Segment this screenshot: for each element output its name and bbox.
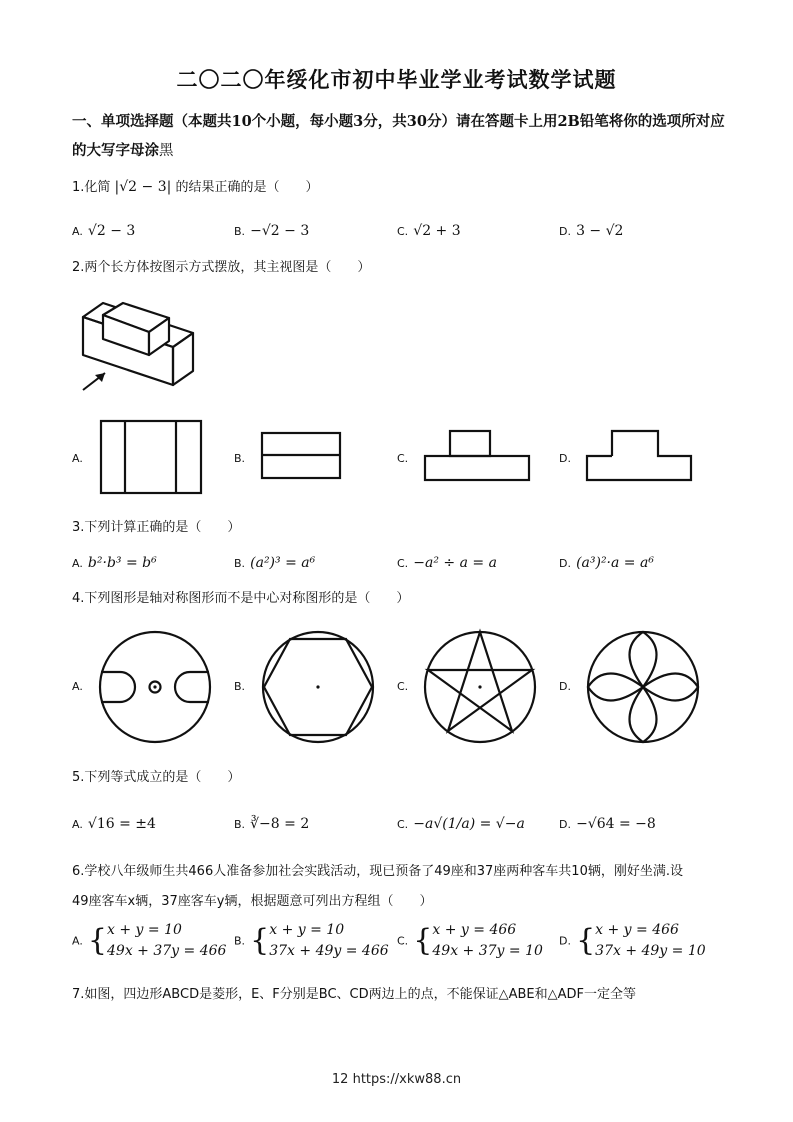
q4-option-a-label[interactable]: A. [72,680,83,693]
question-4-stem: 4.下列图形是轴对称图形而不是中心对称图形的是（ ） [72,591,410,606]
q2-option-d-label[interactable]: D. [559,452,571,465]
question-4-options [72,630,732,745]
q2-option-a-figure[interactable] [100,420,204,496]
q1-option-b[interactable]: B. −√2 − 3 [234,223,310,239]
section-heading-tail: 黑 [159,143,174,159]
q6-option-c[interactable]: C. {x + y = 466 49x + 37y = 10 [397,922,543,959]
q2-option-c-figure[interactable] [424,430,532,482]
question-3-stem: 3.下列计算正确的是（ ） [72,520,241,535]
question-6-line1: 6.学校八年级师生共466人准备参加社会实践活动，现已预备了49座和37座两种客车共10辆，刚好坐满.设 [72,864,683,879]
question-7-stem: 7.如图，四边形ABCD是菱形，E、F分别是BC、CD两边上的点，不能保证△ABE和△ADF一定全等 [72,987,637,1002]
q3-option-a[interactable]: A. b²·b³ = b⁶ [72,555,157,571]
question-6-line2: 49座客车x辆，37座客车y辆，根据题意可列出方程组（ ） [72,894,433,909]
question-1-stem [72,176,319,195]
q1-pre: 1.化简 [72,180,111,195]
question-2-options [72,418,732,498]
q6-option-b[interactable]: B. {x + y = 10 37x + 49y = 466 [234,922,389,959]
question-5-stem: 5.下列等式成立的是（ ） [72,770,241,785]
q5-option-a[interactable]: A. √16 = ±4 [72,816,156,832]
q3-option-b[interactable]: B. (a²)³ = a⁶ [234,555,316,571]
section-heading-text: 一、单项选择题（本题共10个小题，每小题3分，共30分）请在答题卡上用2B铅笔将你的选项所对应的大写字母涂 [72,113,725,159]
section-heading [72,107,732,166]
q2-option-b-figure[interactable] [261,432,343,480]
q4-option-a-figure[interactable] [98,630,212,744]
q3-option-c[interactable]: C. −a² ÷ a = a [397,555,497,571]
q4-option-d-label[interactable]: D. [559,680,571,693]
q2-option-a-label[interactable]: A. [72,452,83,465]
q4-option-c-figure[interactable] [423,630,537,744]
question-6-options [72,920,732,972]
q1-option-d[interactable]: D. 3 − √2 [559,223,624,239]
q1-post: 的结果正确的是（ ） [175,180,319,195]
page-title: 二〇二〇年绥化市初中毕业学业考试数学试题 [176,67,617,92]
q5-option-d[interactable]: D. −√64 = −8 [559,816,656,832]
q4-option-c-label[interactable]: C. [397,680,409,693]
q5-option-b[interactable]: B. ∛−8 = 2 [234,816,310,832]
q6-option-d[interactable]: D. {x + y = 466 37x + 49y = 10 [559,922,706,959]
q5-option-c[interactable]: C. −a√(1/a) = √−a [397,816,525,832]
q2-option-c-label[interactable]: C. [397,452,409,465]
q1-expression: |√2 − 3| [114,179,172,195]
q1-option-c[interactable]: C. √2 + 3 [397,223,461,239]
q2-isometric-figure [75,285,200,395]
q4-option-b-label[interactable]: B. [234,680,246,693]
page-footer: 12 https://xkw88.cn [331,1072,462,1087]
q2-option-b-label[interactable]: B. [234,452,246,465]
q4-option-d-figure[interactable] [586,630,700,744]
q1-option-a[interactable]: A. √2 − 3 [72,223,136,239]
question-2-stem: 2.两个长方体按图示方式摆放，其主视图是（ ） [72,260,371,275]
q3-option-d[interactable]: D. (a³)²·a = a⁶ [559,555,654,571]
q4-option-b-figure[interactable] [261,630,375,744]
q6-option-a[interactable]: A. {x + y = 10 49x + 37y = 466 [72,922,227,959]
q2-option-d-figure[interactable] [586,430,694,482]
